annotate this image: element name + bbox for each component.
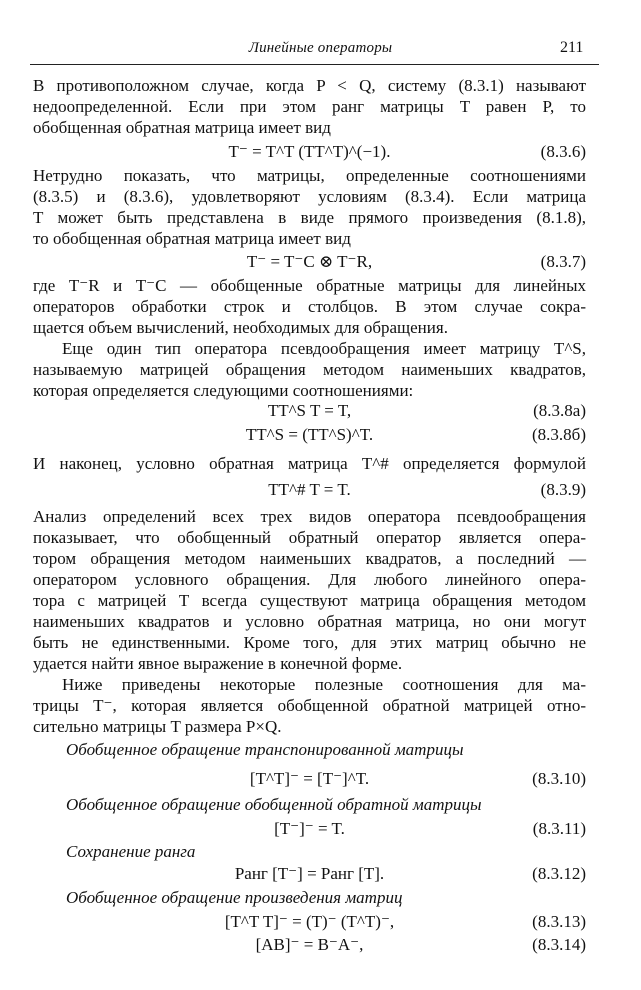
equation-formula: TT^S T = T, [267,401,352,420]
section-heading: Обобщенное обращение транспонированной матрицы [66,740,464,759]
equation-formula: [T^T T]⁻ = (T)⁻ (T^T)⁻, [224,912,395,931]
page-number: 211 [560,39,584,56]
equation-number: (8.3.13) [532,912,586,931]
equation-number: (8.3.6) [540,142,586,161]
equation-8-3-8a [33,400,586,422]
text-line: (8.3.5) и (8.3.6), удовлетворяют условиям (8.3.4). Если матрица [33,187,586,206]
equation-8-3-6 [33,141,586,163]
text-line: трицы T⁻, которая является обобщенной обратной матрицей отно- [33,696,586,715]
equation-8-3-12 [33,863,586,885]
equation-8-3-11 [33,818,586,840]
equation-number: (8.3.8б) [532,425,586,444]
text-line: оператором условного обращения. Для любого линейного опера- [33,570,586,589]
text-line: обобщенная обратная матрица имеет вид [33,118,331,137]
header-rule [30,64,599,65]
text-line: называемую матрицей обращения методом наименьших квадратов, [33,360,586,379]
text-line: удается найти явное выражение в конечной форме. [33,654,403,673]
equation-8-3-8b [33,424,586,446]
text-line: наименьших квадратов и условно обратная матрица, но они могут [33,612,586,631]
text-line: сительно матрицы T размера P×Q. [33,717,282,736]
equation-number: (8.3.7) [540,252,586,271]
text-line: Ниже приведены некоторые полезные соотношения для ма- [62,675,586,694]
equation-formula: Ранг [T⁻] = Ранг [T]. [234,864,385,883]
text-line: T может быть представлена в виде прямого произведения (8.1.8), [33,208,586,227]
text-line: недоопределенной. Если при этом ранг матрицы T равен P, то [33,97,586,116]
equation-number: (8.3.12) [532,864,586,883]
equation-formula: T⁻ = T^T (TT^T)^(−1). [228,142,391,161]
equation-number: (8.3.11) [532,819,586,838]
text-line: В противоположном случае, когда P < Q, систему (8.3.1) называют [33,76,586,95]
section-heading: Обобщенное обращение произведения матриц [66,888,403,907]
equation-8-3-9 [33,479,586,501]
equation-8-3-7 [33,251,586,273]
equation-number: (8.3.14) [532,935,586,954]
equation-formula: TT^# T = T. [268,480,351,499]
equation-8-3-10 [33,768,586,790]
equation-formula: TT^S = (TT^S)^T. [245,425,374,444]
text-line: операторов обработки строк и столбцов. В этом случае сокра- [33,297,586,316]
equation-8-3-13 [33,911,586,933]
text-line: которая определяется следующими соотношениями: [33,381,414,400]
equation-8-3-14 [33,934,586,956]
equation-formula: [T⁻]⁻ = T. [274,819,345,838]
equation-number: (8.3.9) [540,480,586,499]
running-header-title: Линейные операторы [248,40,393,56]
text-line: показывает, что обобщенный обратный оператор является опера- [33,528,586,547]
text-line: И наконец, условно обратная матрица T^# определяется формулой [33,454,586,473]
section-heading: Обобщенное обращение обобщенной обратной матрицы [66,795,482,814]
section-heading: Сохранение ранга [66,842,196,861]
text-line: тором обращения методом наименьших квадратов, а последний — [33,549,586,568]
equation-number: (8.3.8а) [533,401,586,420]
text-line: Еще один тип оператора псевдообращения имеет матрицу T^S, [62,339,586,358]
text-line: Анализ определений всех трех видов оператора псевдообращения [33,507,586,526]
equation-formula: T⁻ = T⁻C ⊗ T⁻R, [246,252,373,271]
equation-number: (8.3.10) [532,769,586,788]
text-line: Нетрудно показать, что матрицы, определенные соотношениями [33,166,586,185]
equation-formula: [AB]⁻ = B⁻A⁻, [255,935,364,954]
text-line: где T⁻R и T⁻C — обобщенные обратные матрицы для линейных [33,276,586,295]
equation-formula: [T^T]⁻ = [T⁻]^T. [249,769,370,788]
text-line: быть не единственными. Кроме того, для этих матриц обычно не [33,633,586,652]
text-line: щается объем вычислений, необходимых для обращения. [33,318,448,337]
text-line: то обобщенная обратная матрица имеет вид [33,229,351,248]
text-line: тора с матрицей T всегда существуют матрица обращения методом [33,591,586,610]
